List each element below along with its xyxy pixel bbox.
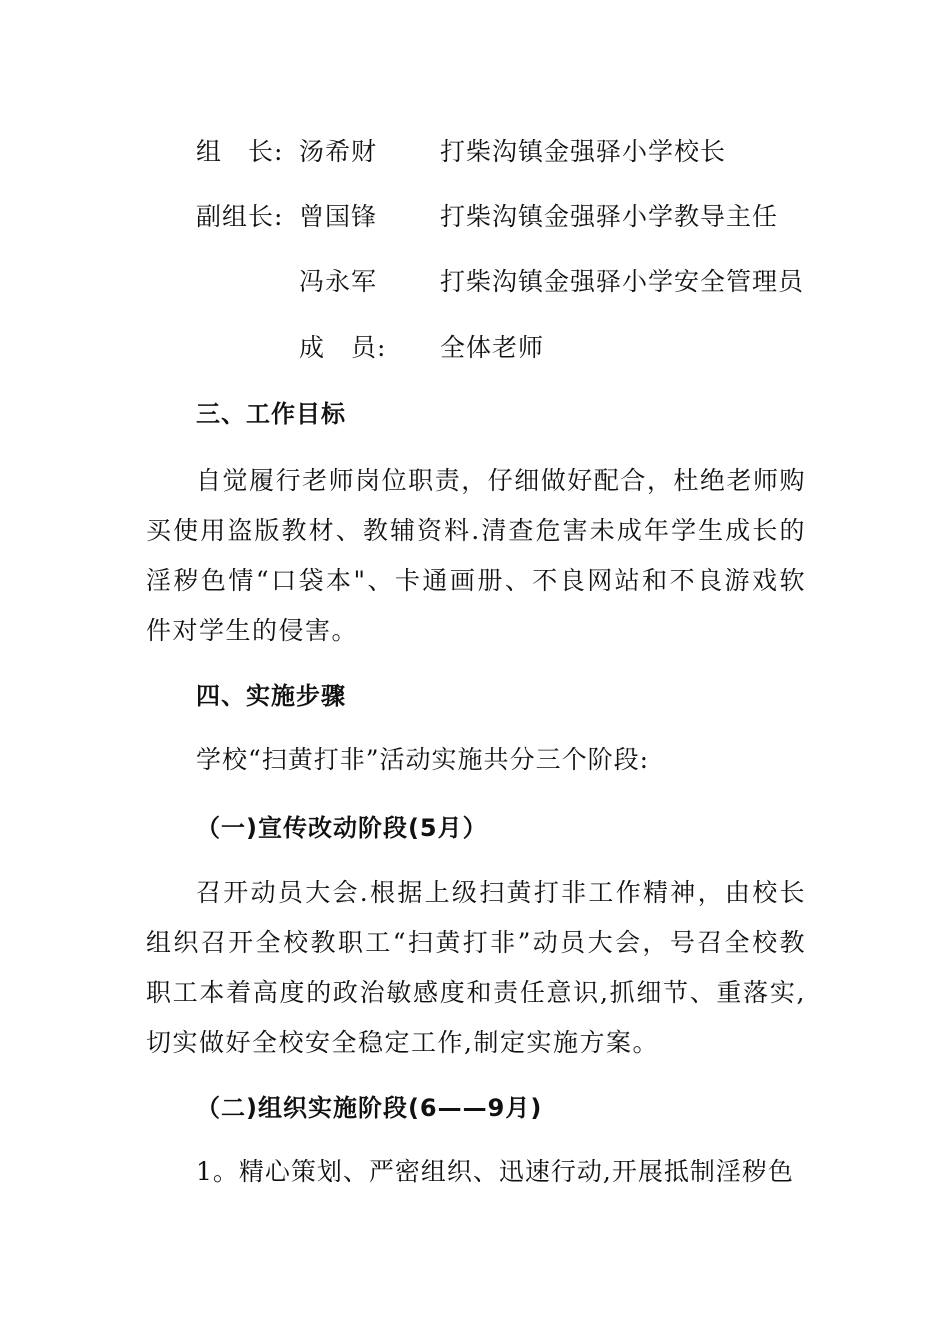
leader-name: 汤希财	[299, 137, 378, 166]
section3-paragraph: 自觉履行老师岗位职责，仔细做好配合，杜绝老师购买使用盗版教材、教辅资料.清查危害未成年学生成长的淫秽色情“口袋本"、卡通画册、不良网站和不良游戏软件对学生的侵害。	[146, 466, 806, 645]
deputy-label: 副组长:	[196, 202, 284, 231]
phase2-item1: 1。精心策划、严密组织、迅速行动,开展抵制淫秽色	[196, 1157, 794, 1186]
leader-title: 打柴沟镇金强驿小学校长	[440, 137, 727, 166]
section4-intro: 学校“扫黄打非”活动实施共分三个阶段:	[196, 745, 649, 774]
leader-label: 组 长:	[196, 137, 284, 166]
phase1-heading: （一)宣传改动阶段(5月）	[196, 814, 488, 842]
deputy1-title: 打柴沟镇金强驿小学教导主任	[440, 202, 779, 231]
section4-heading: 四、实施步骤	[196, 682, 346, 710]
deputy1-name: 曾国锋	[299, 202, 378, 231]
phase1-paragraph: 召开动员大会.根据上级扫黄打非工作精神，由校长组织召开全校教职工“扫黄打非”动员大会，号召全校教职工本着高度的政治敏感度和责任意识,抓细节、重落实,切实做好全校安全稳定工作,制定实施方案。	[146, 878, 806, 1057]
deputy2-name: 冯永军	[299, 267, 378, 296]
section3-heading: 三、工作目标	[196, 400, 346, 428]
phase2-heading: （二)组织实施阶段(6——9月)	[196, 1094, 543, 1122]
members-value: 全体老师	[440, 333, 545, 362]
deputy2-title: 打柴沟镇金强驿小学安全管理员	[440, 267, 805, 296]
members-label: 成 员:	[299, 333, 387, 362]
